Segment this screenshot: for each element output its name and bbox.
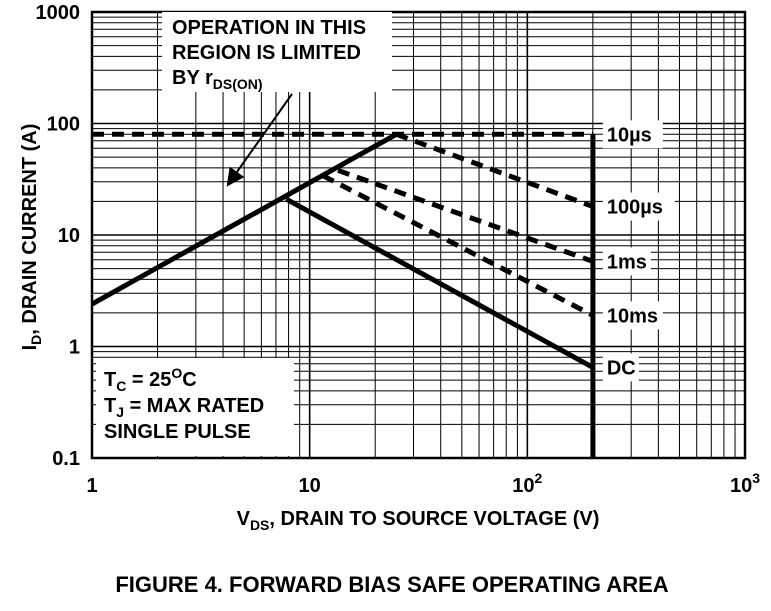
tc-sup: O — [171, 365, 183, 381]
y-tick-label: 0.1 — [52, 448, 80, 470]
y-axis-title-sub: D — [28, 334, 44, 345]
x-axis-title-main: V — [236, 508, 250, 530]
y-tick-label: 100 — [46, 113, 80, 136]
x-tick-label: 1 — [86, 475, 98, 497]
curve-label: 1ms — [606, 251, 647, 274]
y-axis-title-rest: , DRAIN CURRENT (A) — [19, 123, 41, 335]
conditions-box — [96, 358, 294, 456]
figure-caption: FIGURE 4. FORWARD BIAS SAFE OPERATING AREA — [115, 572, 669, 597]
tc-rest: = 25 — [126, 369, 172, 391]
curve-label: 10ms — [606, 305, 659, 328]
limit-annotation — [162, 12, 392, 185]
tj-rest: = MAX RATED — [124, 395, 265, 417]
annotation-line-3-main: BY r — [172, 67, 213, 89]
tj-sub: J — [116, 404, 125, 420]
tc-sub: C — [116, 378, 127, 394]
tc-main: T — [104, 369, 117, 391]
x-axis-title — [237, 508, 600, 533]
annotation-line-3-sub: DS(ON) — [212, 76, 263, 92]
tj-main: T — [104, 395, 117, 417]
y-tick-label: 1000 — [35, 2, 80, 24]
series-line-dc — [286, 199, 593, 367]
y-tick-label: 10 — [57, 225, 80, 247]
x-tick-label: $10^2$ — [512, 470, 543, 497]
series-line-100s — [396, 134, 593, 206]
annotation-arrow — [228, 94, 292, 185]
y-tick-label: 1 — [68, 336, 80, 359]
y-axis-title — [19, 124, 44, 351]
curve-labels — [603, 120, 675, 381]
x-axis-title-sub: DS — [249, 517, 270, 533]
annotation-line-2: REGION IS LIMITED — [172, 42, 361, 64]
pulse-condition: SINGLE PULSE — [104, 421, 251, 443]
tj-condition — [104, 395, 264, 420]
x-tick-label: $10^3$ — [729, 470, 761, 497]
tc-unit: C — [182, 369, 197, 391]
x-tick-label: 10 — [298, 475, 321, 497]
y-axis-title-main: I — [19, 344, 41, 351]
curve-label: DC — [606, 357, 636, 380]
x-axis-title-rest: , DRAIN TO SOURCE VOLTAGE (V) — [269, 508, 600, 530]
annotation-line-1: OPERATION IN THIS — [172, 17, 367, 39]
curve-label: 100µs — [606, 196, 663, 219]
curve-label: 10µs — [606, 124, 652, 147]
